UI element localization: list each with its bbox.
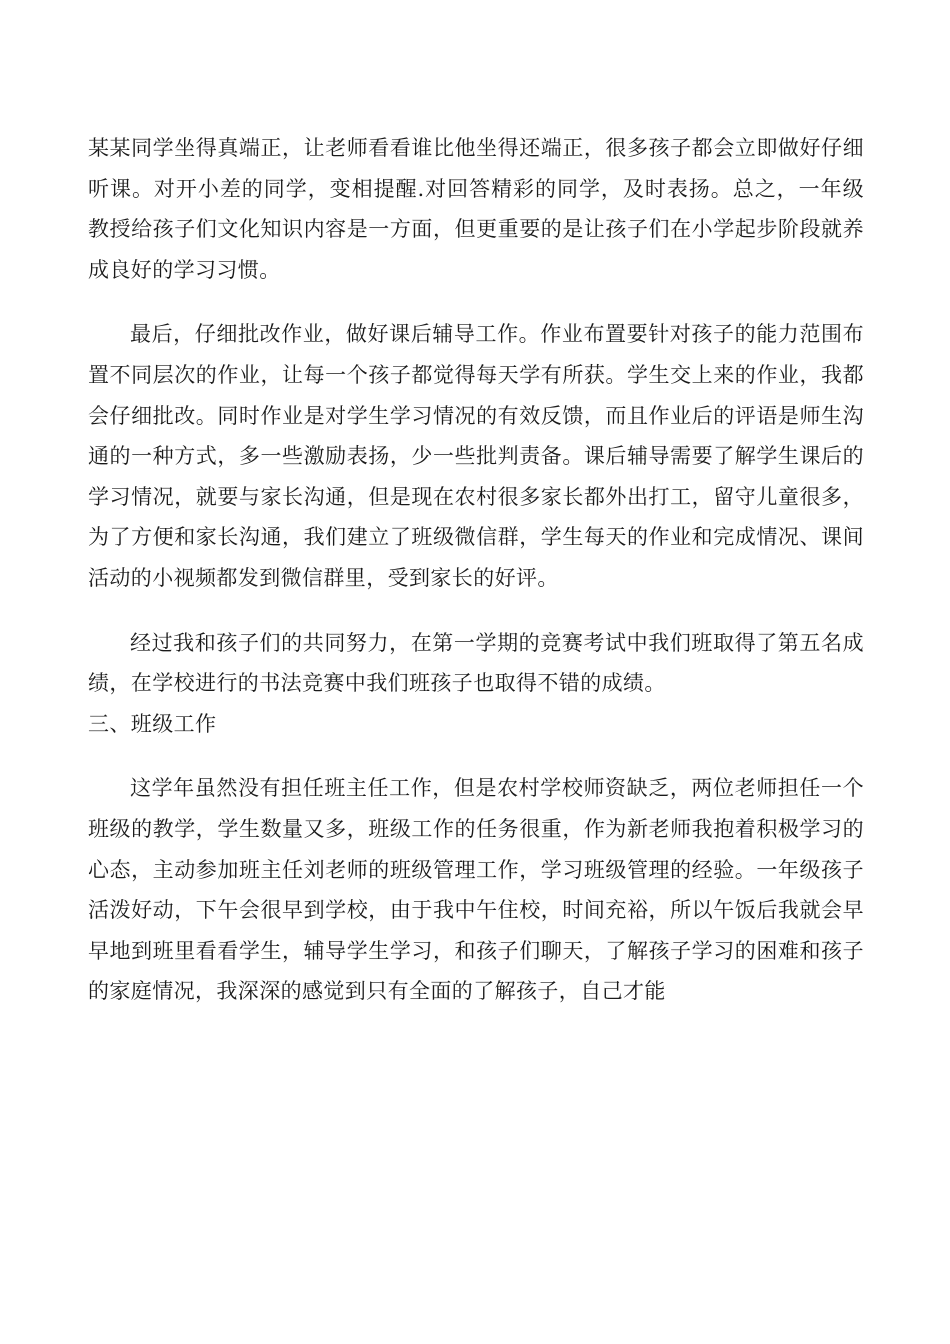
paragraph-1: 某某同学坐得真端正，让老师看看谁比他坐得还端正，很多孩子都会立即做好仔细听课。对开小差的同学，变相提醒.对回答精彩的同学，及时表扬。总之，一年级教授给孩子们文化知识内容是一方面，但更重要的是让孩子们在小学起步阶段就养成良好的学习习惯。 xyxy=(88,136,864,282)
paragraph-2: 最后，仔细批改作业，做好课后辅导工作。作业布置要针对孩子的能力范围布置不同层次的作业，让每一个孩子都觉得每天学有所获。学生交上来的作业，我都会仔细批改。同时作业是对学生学习情况的有效反馈，而且作业后的评语是师生沟通的一种方式，多一些激励表扬，少一些批判责备。课后辅导需要了解学生课后的学习情况，就要与家长沟通，但是现在农村很多家长都外出打工，留守儿童很多，为了方便和家长沟通，我们建立了班级微信群，学生每天的作业和完成情况、课间活动的小视频都发到微信群里，受到家长的好评。 xyxy=(88,322,864,590)
paragraph-4: 这学年虽然没有担任班主任工作，但是农村学校师资缺乏，两位老师担任一个班级的教学，学生数量又多，班级工作的任务很重，作为新老师我抱着积极学习的心态，主动参加班主任刘老师的班级管理工作，学习班级管理的经验。一年级孩子活泼好动，下午会很早到学校，由于我中午住校，时间充裕，所以午饭后我就会早早地到班里看看学生，辅导学生学习，和孩子们聊天，了解孩子学习的困难和孩子的家庭情况，我深深的感觉到只有全面的了解孩子，自己才能 xyxy=(88,776,864,1004)
paragraph-3: 经过我和孩子们的共同努力，在第一学期的竞赛考试中我们班取得了第五名成绩，在学校进行的书法竞赛中我们班孩子也取得不错的成绩。 xyxy=(88,630,864,696)
document-page xyxy=(88,128,864,1012)
section-heading: 三、班级工作 xyxy=(88,711,217,736)
